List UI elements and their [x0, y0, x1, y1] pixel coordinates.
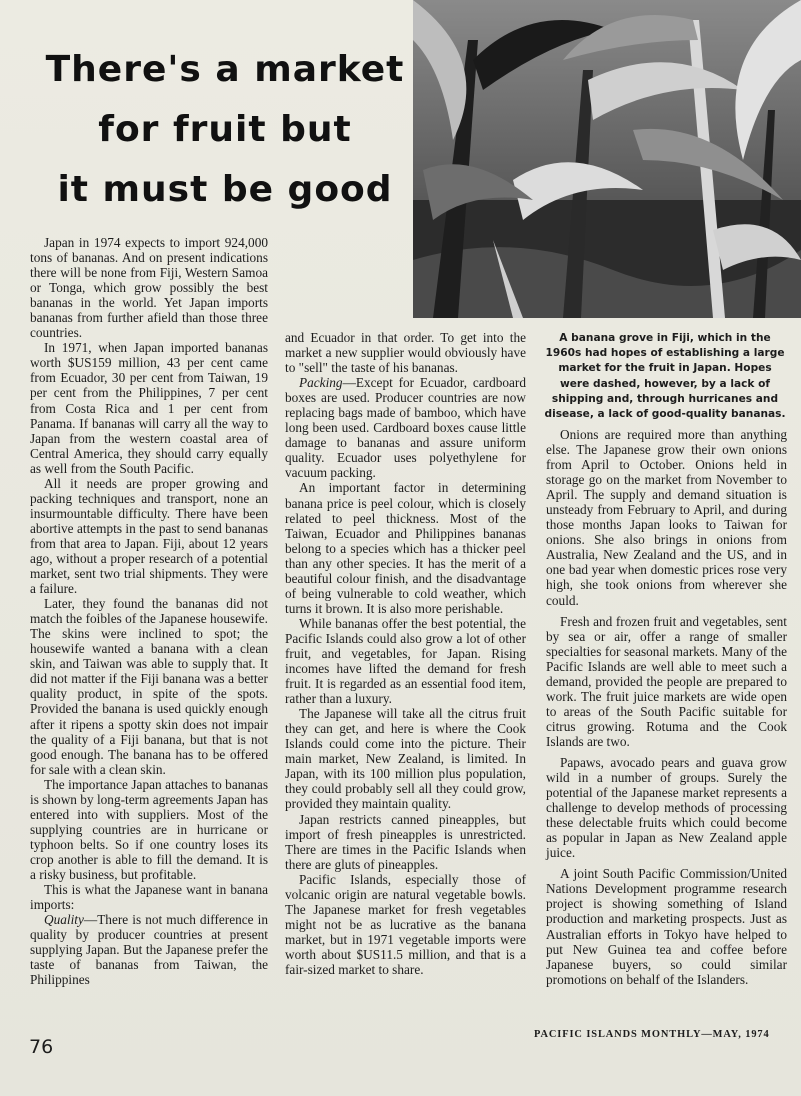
paragraph: The importance Japan attaches to bananas is shown by long-term agreements Japan has entered into with suppliers. Most of the supplying countries are in hurricane or typhoon belts. So if one country loses its crop another is able to fill the demand. It is a risky business, but profitable.: [30, 776, 268, 882]
paragraph: Papaws, avocado pears and guava grow wild in a number of groups. Surely the potential of the Japanese market represents a challenge to develop methods of processing these delectable fruits which could become as popular in Japan as New Zealand apple juice.: [546, 754, 787, 861]
paragraph: In 1971, when Japan imported bananas worth $US159 million, 43 per cent came from Ecuador, 30 per cent from Taiwan, 19 per cent from the Philippines, 7 per cent from Costa Rica and 1 per cent from Panama. If bananas will carry all the way to Japan from the western coastal area of Central America, they should carry equally as well from the South Pacific.: [30, 340, 268, 476]
article-column-3: [546, 427, 787, 993]
photo-caption: A banana grove in Fiji, which in the 1960s had hopes of establishing a large market for the fruit in Japan. Hopes were dashed, however, by a lack of shipping and, through hurricanes and disease, a lack of good-quality bananas.: [544, 332, 786, 421]
paragraph-continued: and Ecuador in that order. To get into the market a new supplier would obviously have to "sell" the taste of his bananas.: [285, 330, 526, 376]
page-number: 76: [29, 1036, 54, 1058]
paragraph: An important factor in determining banana price is peel colour, which is closely related to peel thickness. Most of the Taiwan, Ecuador and Philippines bananas belong to a species which has a thicker peel than any other species. It has the merit of a beautiful colour finish, and the disadvantage of being vulnerable to cold weather, which turns it brown. It is also more perishable.: [285, 480, 526, 616]
paragraph: While bananas offer the best potential, the Pacific Islands could also grow a lot of other fruit, and vegetables, for Japan. Rising incomes have lifted the demand for fresh fruit. It is regarded as an essential food item, rather than a luxury.: [285, 615, 526, 707]
publication-footer: PACIFIC ISLANDS MONTHLY—MAY, 1974: [534, 1029, 770, 1040]
paragraph: Fresh and frozen fruit and vegetables, sent by sea or air, offer a range of smaller specialties for seasonal markets. Many of the Pacific Islands are well able to meet such a demand, provided the people are prepared to work. The fruit juice markets are wide open to areas of the South Pacific suitable for citrus growing. Rotuma and the Cook Islands are two.: [546, 613, 787, 749]
article-column-2: [285, 330, 526, 977]
paragraph: The Japanese will take all the citrus fruit they can get, and here is where the Cook Islands could come into the picture. Their main market, New Zealand, is limited. In Japan, with its 100 million plus population, they could probably sell all they could grow, provided they maintain quality.: [285, 706, 526, 812]
article-column-1: [30, 235, 268, 987]
packing-paragraph: [285, 375, 526, 480]
paragraph: Japan restricts canned pineapples, but import of fresh pineapples is unrestricted. There are times in the Pacific Islands when there are gluts of pineapples.: [285, 811, 526, 872]
quality-paragraph: [30, 912, 268, 987]
banana-grove-photo: [413, 0, 801, 318]
paragraph: This is what the Japanese want in banana imports:: [30, 882, 268, 913]
paragraph: Japan in 1974 expects to import 924,000 tons of bananas. And on present indications there will be none from Fiji, Western Samoa or Tonga, which grow possibly the best bananas in the world. Yet Japan imports bananas from further afield than those three countries.: [30, 235, 268, 341]
paragraph: Pacific Islands, especially those of volcanic origin are natural vegetable bowls. The Japanese market for fresh vegetables might not be as lucrative as the banana market, but in 1971 vegetable imports were worth about $US11.5 million, and that is a fair-sized market to share.: [285, 871, 526, 977]
headline-line-1: There's a market: [45, 49, 405, 90]
quality-label: Quality: [44, 912, 84, 928]
paragraph: All it needs are proper growing and packing techniques and transport, none an insurmountable difficulty. There have been abortive attempts in the past to send bananas from that area to Japan. Fiji, about 12 years ago, without a proper research of a potential market, sent two trial shipments. They were a failure.: [30, 475, 268, 597]
article-headline: [40, 40, 410, 220]
paragraph: A joint South Pacific Commission/United Nations Development programme research project is showing something of Island production and marketing prospects. Just as Australian efforts in Tokyo have helped to put New Guinea tea and coffee before Japanese buyers, so could similar promotions on behalf of the Islanders.: [546, 866, 787, 987]
headline-line-3: it must be good: [57, 169, 393, 210]
quality-text: —There is not much difference in quality by producer countries at present supplying Japan. But the Japanese prefer the taste of bananas from Taiwan, the Philippines: [30, 912, 268, 988]
packing-text: —Except for Ecuador, cardboard boxes are used. Producer countries are now replacing bags made of bamboo, which have long been used. Cardboard boxes cause little damage to bananas and assure uniform quality. Ecuador uses polyethylene for vacuum packing.: [285, 375, 526, 481]
paragraph: Later, they found the bananas did not match the foibles of the Japanese housewife. The skins were inclined to spot; the housewife wanted a banana with a clean skin, and Taiwan was able to supply that. It did not matter if the Fiji banana was a better quality product, in spite of the spots. Provided the banana is used quickly enough after it ripens a spotty skin does not impair the quality of a Fiji banana, but that is not good enough. The banana has to be offered for sale with a clean skin.: [30, 596, 268, 777]
headline-line-2: for fruit but: [98, 109, 352, 150]
paragraph: Onions are required more than anything else. The Japanese grow their own onions from April to October. Onions held in storage go on the market from November to April. The supply and demand situation is unsteady from February to April, and during those months Japan looks to Taiwan for onions. She also brings in onions from Australia, New Zealand and the US, and in one bad year when domestic prices rose very high, she took onions from wherever she could.: [546, 427, 787, 608]
packing-label: Packing: [299, 375, 343, 391]
